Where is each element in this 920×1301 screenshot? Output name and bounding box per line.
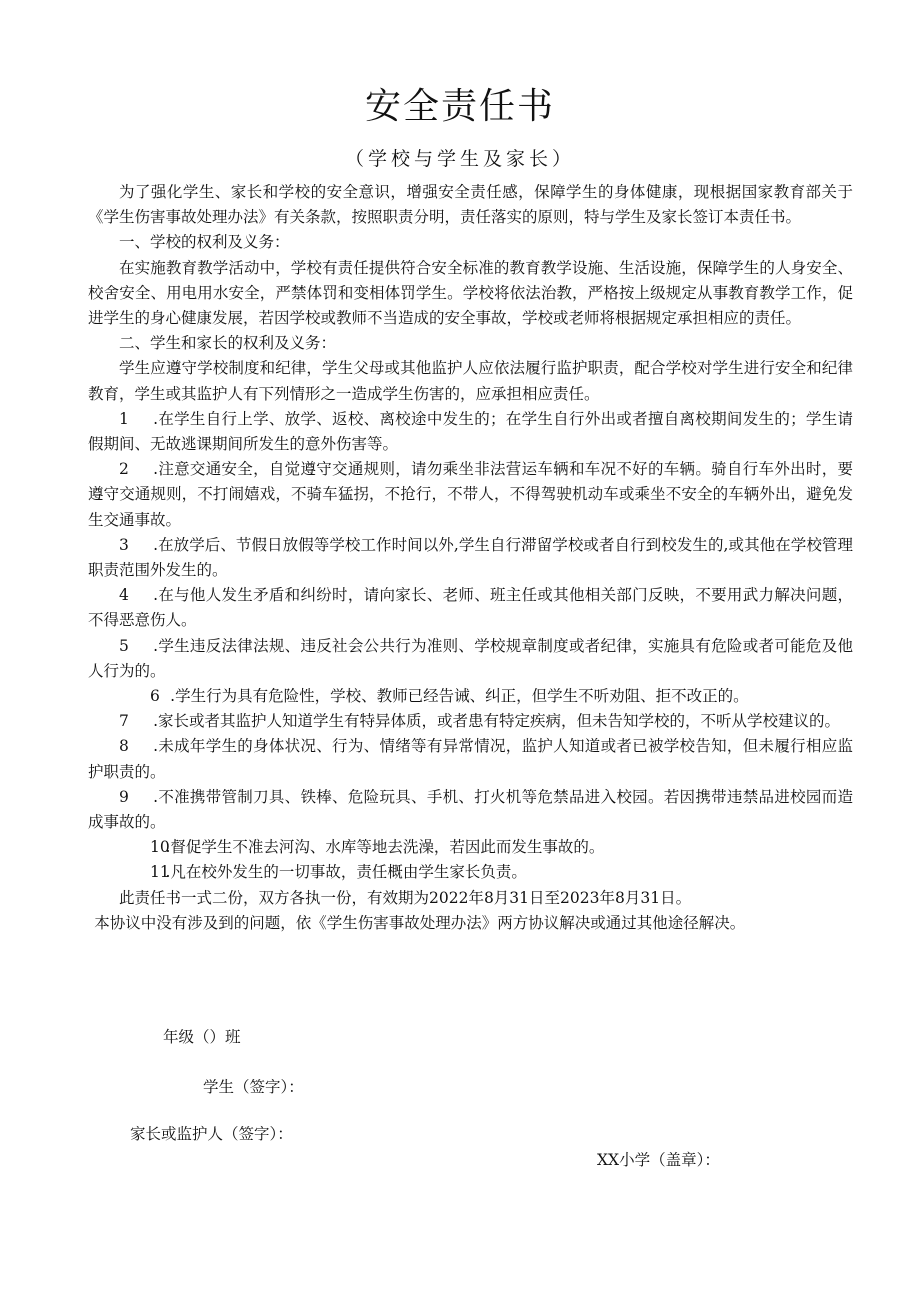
- item-text: .督促学生不准去河沟、水库等地去洗澡，若因此而发生事故的。: [165, 838, 605, 857]
- item-text: .未成年学生的身体状况、行为、情绪等有异常情况，监护人知道或者已被学校告知，但未履行相应监护职责的。: [88, 737, 853, 781]
- list-item: [88, 860, 853, 885]
- list-item: [88, 634, 853, 684]
- item-text: .在放学后、节假日放假等学校工作时间以外,学生自行滞留学校或者自行到校发生的,或其他在学校管理职责范围外发生的。: [88, 535, 853, 580]
- item-text: .凡在校外发生的一切事故，责任概由学生家长负责。: [165, 863, 527, 882]
- list-item: [88, 709, 853, 734]
- intro-paragraph: 为了强化学生、家长和学校的安全意识，增强安全责任感，保障学生的身体健康，现根据国家教育部关于《学生伤害事故处理办法》有关条款，按照职责分明，责任落实的原则，特与学生及家长签订本责任书。: [88, 183, 853, 227]
- validity-paragraph: 此责任书一式二份，双方各执一份，有效期为2022年8月31日至2023年8月31日。: [119, 888, 692, 907]
- item-number: 7: [119, 712, 129, 731]
- item-text: .在学生自行上学、放学、返校、离校途中发生的；在学生自行外出或者擅自离校期间发生的；学生请假期间、无故逃课期间所发生的意外伤害等。: [88, 409, 853, 454]
- section-2-body: 学生应遵守学校制度和纪律，学生父母或其他监护人应依法履行监护职责，配合学校对学生进行安全和纪律教育，学生或其监护人有下列情形之一造成学生伤害的，应承担相应责任。: [88, 359, 853, 403]
- grade-class-line: 年级（）班: [163, 1028, 241, 1046]
- list-item: [88, 533, 853, 583]
- item-text: .注意交通安全，自觉遵守交通规则，请勿乘坐非法营运车辆和车况不好的车辆。骑自行车外出时，要遵守交通规则，不打闹嬉戏，不骑车猛拐，不抢行，不带人，不得驾驶机动车或乘坐不安全的车辆外出，避免发生交通事故。: [88, 460, 853, 529]
- item-number: 2: [119, 460, 129, 479]
- item-number: 4: [119, 586, 129, 605]
- item-number: 5: [119, 636, 129, 655]
- document-subtitle: （学校与学生及家长）: [344, 148, 575, 170]
- list-item: [88, 583, 853, 633]
- item-text: .学生违反法律法规、违反社会公共行为准则、学校规章制度或者纪律，实施具有危险或者可能危及他人行为的。: [88, 636, 853, 680]
- list-item: [88, 734, 853, 784]
- list-item: [88, 785, 853, 835]
- item-number: 11: [150, 863, 170, 882]
- document-body: [88, 180, 853, 936]
- item-text: .不准携带管制刀具、铁棒、危险玩具、手机、打火机等危禁品进入校园。若因携带违禁品进校园而造成事故的。: [88, 787, 853, 832]
- item-number: 8: [119, 737, 129, 756]
- item-number: 1: [119, 409, 129, 428]
- list-item: [88, 684, 853, 709]
- school-seal-line: XX小学（盖章）：: [597, 1151, 720, 1169]
- item-text: .学生行为具有危险性，学校、教师已经告诫、纠正，但学生不听劝阻、拒不改正的。: [170, 687, 749, 706]
- parent-signature-line: 家长或监护人（签字）：: [130, 1125, 293, 1143]
- item-number: 3: [119, 535, 129, 554]
- student-signature-line: 学生（签字）：: [203, 1078, 304, 1096]
- list-item: [88, 407, 853, 457]
- list-item: [88, 457, 853, 533]
- document-title: 安全责任书: [364, 86, 555, 127]
- item-number: 6: [150, 687, 160, 706]
- item-number: 10: [150, 838, 170, 857]
- item-text: .在与他人发生矛盾和纠纷时，请向家长、老师、班主任或其他相关部门反映，不要用武力解决问题，不得恶意伤人。: [88, 586, 853, 630]
- section-1-body: 在实施教育教学活动中，学校有责任提供符合安全标准的教育教学设施、生活设施，保障学生的人身安全、校舍安全、用电用水安全，严禁体罚和变相体罚学生。学校将依法治教，严格按上级规定从事教育教学工作，促进学生的身心健康发展，若因学校或教师不当造成的安全事故，学校或老师将根据规定承担相应的责任。: [88, 258, 853, 328]
- item-text: .家长或者其监护人知道学生有特异体质，或者患有特定疾病，但未告知学校的，不听从学校建议的。: [153, 712, 841, 731]
- closing-paragraph: 本协议中没有涉及到的问题，依《学生伤害事故处理办法》两方协议解决或通过其他途径解决。: [94, 913, 746, 932]
- item-number: 9: [119, 787, 129, 806]
- section-2-heading: 二、学生和家长的权利及义务：: [119, 334, 337, 353]
- section-1-heading: 一、学校的权利及义务：: [119, 233, 290, 252]
- list-item: [88, 835, 853, 860]
